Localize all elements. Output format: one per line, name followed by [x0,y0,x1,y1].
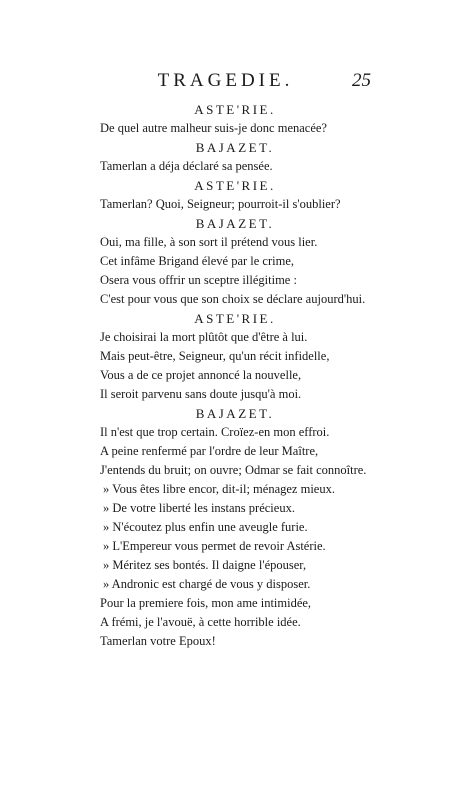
play-text [100,100,370,651]
quoted-line: » Vous êtes libre encor, dit-il; ménagez mieux. [103,482,335,496]
verse-line: Mais peut-être, Seigneur, qu'un récit infidelle, [100,349,330,363]
verse-line: Tamerlan a déja déclaré sa pensée. [100,159,273,173]
verse-line: Il seroit parvenu sans doute jusqu'à moi. [100,387,302,401]
verse-line: Pour la premiere fois, mon ame intimidée, [100,596,312,610]
quoted-line: » Méritez ses bontés. Il daigne l'épouser, [103,558,307,572]
verse-line: Je choisirai la mort plûtôt que d'être à lui. [100,330,308,344]
page-number: 25 [352,70,371,91]
verse-line: Tamerlan? Quoi, Seigneur; pourroit-il s'oublier? [100,197,341,211]
speaker-name: ASTE'RIE. [194,311,276,326]
verse-line: A frémi, je l'avouë, à cette horrible idée. [100,615,301,629]
verse-line: J'entends du bruit; on ouvre; Odmar se fait connoître. [100,463,367,477]
verse-line: Vous a de ce projet annoncé la nouvelle, [100,368,302,382]
quoted-line: » Andronic est chargé de vous y disposer. [103,577,311,591]
speaker-name: BAJAZET. [195,140,275,155]
speaker-name: ASTE'RIE. [194,178,276,193]
verse-line: Oui, ma fille, à son sort il prétend vous lier. [100,235,318,249]
speaker-name: BAJAZET. [195,406,275,421]
verse-line: A peine renfermé par l'ordre de leur Maître, [100,444,319,458]
speaker-name: BAJAZET. [195,216,275,231]
verse-line: De quel autre malheur suis-je donc menacée? [100,121,327,135]
verse-line: C'est pour vous que son choix se déclare aujourd'hui. [100,292,366,306]
verse-line: Cet infâme Brigand élevé par le crime, [100,254,295,268]
verse-line: Tamerlan votre Epoux! [100,634,216,648]
running-title: TRAGEDIE. [157,70,294,91]
quoted-line: » De votre liberté les instans précieux. [103,501,295,515]
verse-line: Osera vous offrir un sceptre illégitime : [100,273,297,287]
quoted-line: » L'Empereur vous permet de revoir Astérie. [103,539,326,553]
speaker-name: ASTE'RIE. [194,102,276,117]
quoted-line: » N'écoutez plus enfin une aveugle furie. [103,520,308,534]
verse-line: Il n'est que trop certain. Croïez-en mon effroi. [100,425,330,439]
